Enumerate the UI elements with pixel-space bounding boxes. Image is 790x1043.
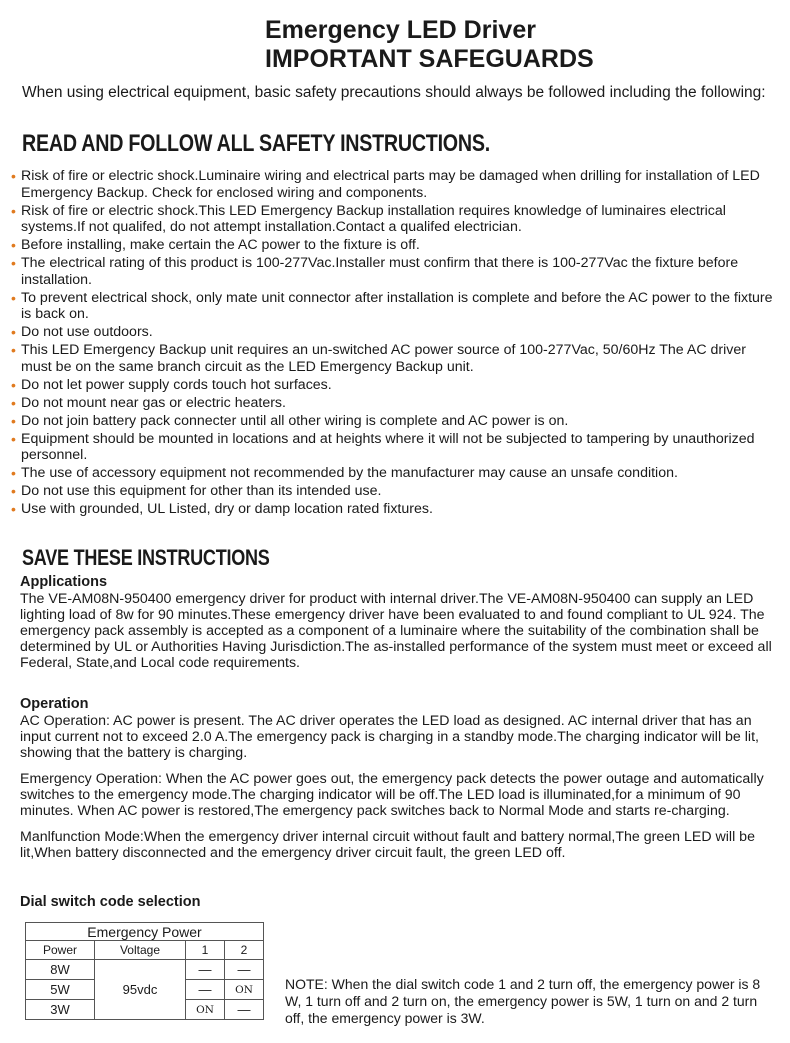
dial-switch-title: Dial switch code selection [20, 894, 201, 910]
switch-1-cell: — [186, 980, 225, 1000]
bullet-dot-icon: • [11, 289, 16, 306]
applications-text: The VE-AM08N-950400 emergency driver for product with internal driver.The VE-AM08N-950400 can supply an LED lighting load of 8w for 90 minutes.These emergency driver have been evaluated to and found compliant to UL 924. The emergency pack assembly is accepted as a component of a luminaire where the suitability of the combination shall be determined by UL or Authorities Having Jurisdiction.The as-installed performance of the system must meet or exceed all Federal, State,and Local code requirements. [20, 591, 772, 671]
list-item [10, 168, 780, 201]
power-cell: 5W [26, 980, 95, 1000]
list-item [10, 483, 780, 500]
title-line-1: Emergency LED Driver [265, 16, 536, 44]
ac-operation-text: AC Operation: AC power is present. The AC driver operates the LED load as designed. AC internal driver that has an input current not to exceed 2.0 A.The emergency pack is charging in a standby mode.The charging indicator will be lit, showing that the battery is charging. [20, 713, 759, 761]
list-item [10, 342, 780, 375]
bullet-text: The electrical rating of this product is 100-277Vac.Installer must confirm that there is 100-277Vac the fixture before installation. [21, 255, 739, 288]
switch-2-cell: ON [225, 980, 264, 1000]
intro-text: When using electrical equipment, basic safety precautions should always be followed including the following: [22, 84, 766, 101]
bullet-text: Use with grounded, UL Listed, dry or damp location rated fixtures. [21, 501, 433, 517]
malfunction-mode-text: Manlfunction Mode:When the emergency driver internal circuit without fault and battery normal,The green LED will be lit,When battery disconnected and the emergency driver circuit fault, the green LED off. [20, 829, 755, 861]
applications-title: Applications [20, 574, 108, 590]
bullet-text: Do not mount near gas or electric heaters. [21, 394, 286, 411]
voltage-cell: 95vdc [95, 960, 186, 1020]
switch-2-cell: — [225, 1000, 264, 1020]
header-power: Power [26, 941, 95, 960]
list-item [10, 255, 780, 288]
list-item [10, 237, 780, 254]
table-title: Emergency Power [26, 923, 264, 941]
applications-section [20, 574, 772, 671]
read-instructions-heading: READ AND FOLLOW ALL SAFETY INSTRUCTIONS. [22, 130, 490, 157]
emergency-operation-text: Emergency Operation: When the AC power goes out, the emergency pack detects the power outage and automatically switches to the emergency mode.The charging indicator will be off.The LED load is illuminated,for a minimum of 90 minutes. When AC power is restored,The emergency pack switches back to Normal Mode and starts re-charging. [20, 771, 764, 819]
power-cell: 8W [26, 960, 95, 980]
list-item [10, 413, 780, 430]
dial-note-text: NOTE: When the dial switch code 1 and 2 turn off, the emergency power is 8 W, 1 turn off and 2 turn on, the emergency power is 5W, 1 turn on and 2 turn off, the emergency power is 3W. [285, 976, 761, 1026]
bullet-dot-icon: • [11, 376, 16, 393]
bullet-dot-icon: • [11, 202, 16, 219]
list-item [10, 324, 780, 341]
bullet-text: Do not let power supply cords touch hot surfaces. [21, 376, 332, 393]
list-item [10, 203, 780, 236]
list-item [10, 290, 780, 323]
bullet-text: To prevent electrical shock, only mate unit connector after installation is complete and before the AC power to the fixture is back on. [21, 289, 773, 322]
bullet-text: The use of accessory equipment not recommended by the manufacturer may cause an unsafe condition. [21, 465, 678, 481]
bullet-dot-icon: • [11, 501, 16, 517]
bullet-text: Do not join battery pack connecter until all other wiring is complete and AC power is on. [21, 412, 569, 429]
bullet-text: Do not use outdoors. [21, 324, 153, 340]
list-item [10, 501, 780, 518]
header-voltage: Voltage [95, 941, 186, 960]
table-row [26, 960, 264, 980]
bullet-dot-icon: • [11, 255, 16, 271]
safety-bullet-list [10, 168, 780, 519]
bullet-dot-icon: • [11, 342, 16, 358]
page-title [265, 16, 594, 74]
bullet-dot-icon: • [11, 324, 16, 340]
title-line-2: IMPORTANT SAFEGUARDS [265, 45, 594, 73]
bullet-text: Do not use this equipment for other than its intended use. [21, 483, 382, 499]
bullet-text: Equipment should be mounted in locations and at heights where it will not be subjected to tampering by unauthorized personnel. [21, 430, 755, 463]
switch-2-cell: — [225, 960, 264, 980]
bullet-dot-icon: • [11, 430, 16, 447]
bullet-dot-icon: • [11, 168, 16, 184]
header-switch-1: 1 [186, 941, 225, 960]
bullet-text: Risk of fire or electric shock.Luminaire wiring and electrical parts may be damaged when drilling for installation of LED Emergency Backup. Check for enclosed wiring and components. [21, 168, 760, 201]
power-cell: 3W [26, 1000, 95, 1020]
emergency-power-table [25, 922, 264, 1020]
list-item [10, 377, 780, 394]
bullet-dot-icon: • [11, 465, 16, 481]
bullet-text: Risk of fire or electric shock.This LED Emergency Backup installation requires knowledge of luminaires electrical systems.If not qualifed, do not attempt installation.Contact a qualifed electrician. [21, 202, 726, 235]
bullet-text: Before installing, make certain the AC power to the fixture is off. [21, 237, 420, 253]
switch-1-cell: ON [186, 1000, 225, 1020]
bullet-dot-icon: • [11, 412, 16, 429]
list-item [10, 465, 780, 482]
switch-1-cell: — [186, 960, 225, 980]
save-instructions-heading: SAVE THESE INSTRUCTIONS [22, 545, 270, 570]
bullet-dot-icon: • [11, 394, 16, 411]
list-item [10, 431, 780, 464]
header-switch-2: 2 [225, 941, 264, 960]
bullet-text: This LED Emergency Backup unit requires an un-switched AC power source of 100-277Vac, 50/60Hz The AC driver must be on the same branch circuit as the LED Emergency Backup unit. [21, 342, 746, 375]
list-item [10, 395, 780, 412]
operation-section [20, 696, 772, 861]
bullet-dot-icon: • [11, 483, 16, 499]
operation-title: Operation [20, 696, 89, 712]
bullet-dot-icon: • [11, 237, 16, 253]
